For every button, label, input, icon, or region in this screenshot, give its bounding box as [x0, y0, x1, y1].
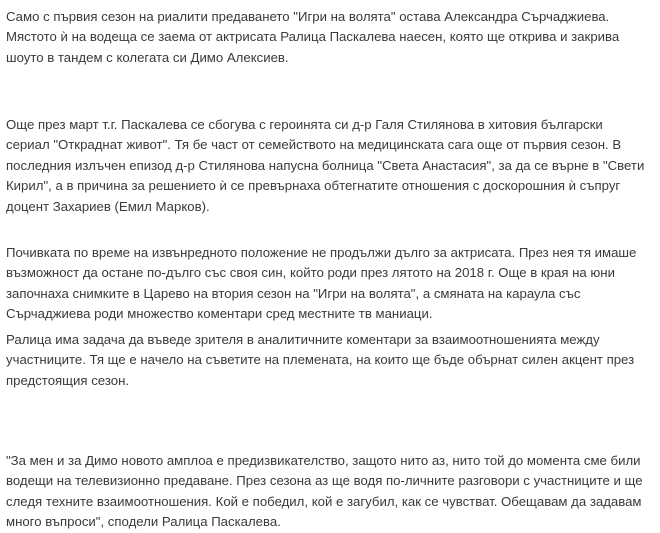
- paragraph-line: предстоящия сезон.: [6, 372, 130, 388]
- paragraph-5: [6, 451, 643, 533]
- paragraph-3: [6, 243, 636, 325]
- paragraph-line: започнаха снимките в Царево на втория сезон на "Игри на волята", а смяната на караула със: [6, 285, 581, 301]
- paragraph-line: следя техните взаимоотношения. Кой е победил, кой е загубил, как се чувстват. Обещавам да задавам: [6, 493, 642, 509]
- paragraph-4: [6, 330, 634, 391]
- paragraph-line: Кирил", а в причина за решението ѝ се превърнаха обтегнатите отношения с доскорошния ѝ съпруг: [6, 178, 621, 194]
- paragraph-2: [6, 115, 644, 217]
- paragraph-line: Само с първия сезон на риалити предаването "Игри на волята" остава Александра Сърчаджиева.: [6, 9, 610, 24]
- paragraph-line: Почивката по време на извънредното положение не продължи дълго за актрисата. През нея тя имаше: [6, 245, 637, 260]
- paragraph-line: последния излъчен епизод д-р Стилянова напусна болница "Света Анастасия", за да се върне в "Свети: [6, 157, 645, 173]
- paragraph-line: доцент Захариев (Емил Марков).: [6, 198, 210, 214]
- paragraph-line: много въпроси", сподели Ралица Паскалева.: [6, 514, 281, 530]
- paragraph-line: Мястото ѝ на водеща се заема от актрисата Ралица Паскалева наесен, която ще открива и закрива: [6, 29, 620, 45]
- paragraph-line: шоуто в тандем с колегата си Димо Алексиев.: [6, 49, 289, 65]
- paragraph-1: [6, 7, 619, 68]
- paragraph-line: Още през март т.г. Паскалева се сбогува с героинята си д-р Галя Стилянова в хитовия български: [6, 117, 603, 132]
- paragraph-line: Сърчаджиева роди множество коментари сред местните тв маниаци.: [6, 306, 433, 322]
- paragraph-line: водещи на телевизионно предаване. През сезона аз ще водя по-личните разговори с участниците и ще: [6, 473, 643, 489]
- paragraph-line: участниците. Тя ще е начело на съветите на племената, на които ще бъде обърнат силен акцент през: [6, 352, 635, 368]
- paragraph-line: "За мен и за Димо новото амплоа е предизвикателство, защото нито аз, нито той до момента сме били: [6, 453, 641, 468]
- paragraph-line: Ралица има задача да въведе зрителя в аналитичните коментари за взаимоотношенията между: [6, 332, 600, 347]
- paragraph-line: възможност да остане по-дълго със своя син, който роди през лятото на 2018 г. Още в края на юни: [6, 265, 615, 281]
- paragraph-line: сериал "Откраднат живот". Тя бе част от семейството на медицинската сага още от първия сезон. В: [6, 137, 622, 153]
